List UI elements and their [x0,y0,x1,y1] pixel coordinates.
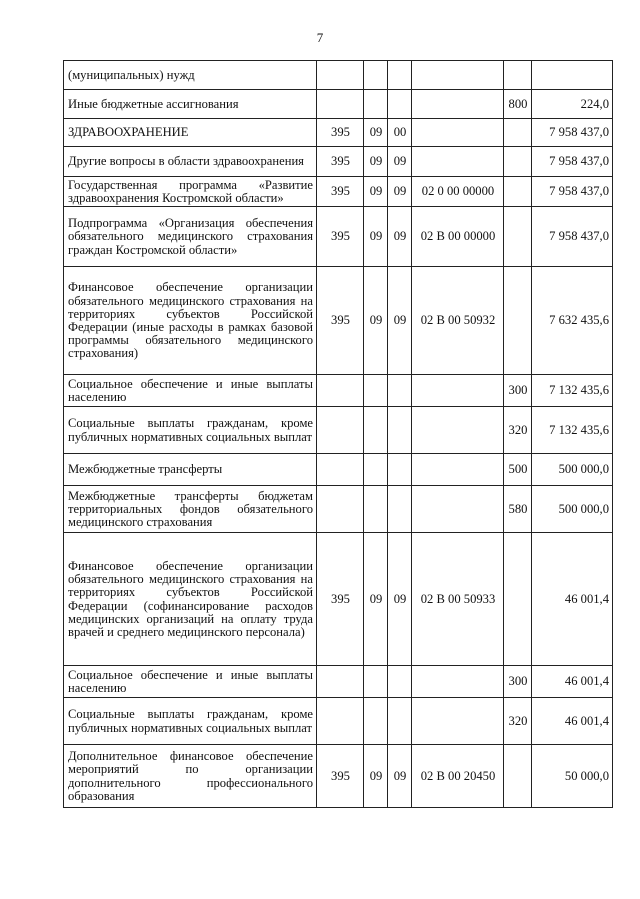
row-name-cell: Финансовое обеспечение организации обязательного медицинского страхования на территориях субъектов Российской Федерации (софинансирование расходов медицинских организаций на оплату труда врачей и среднего медицинского персонала) [64,533,317,666]
table-row [64,486,613,533]
expense-type-cell: 500 [504,454,532,486]
expense-type-cell: 300 [504,666,532,698]
row-name-cell: Иные бюджетные ассигнования [64,90,317,119]
amount-cell: 46 001,4 [532,698,613,745]
section-code-cell: 09 [364,147,388,177]
budget-table [63,60,613,808]
table-body [64,61,613,808]
target-article-cell [412,90,504,119]
subsection-code-cell: 09 [388,177,412,207]
table-row [64,375,613,407]
row-name-cell: ЗДРАВООХРАНЕНИЕ [64,119,317,147]
row-name-cell: Другие вопросы в области здравоохранения [64,147,317,177]
amount-cell: 46 001,4 [532,666,613,698]
table-row [64,147,613,177]
ved-code-cell [317,454,364,486]
ved-code-cell: 395 [317,207,364,267]
section-code-cell [364,375,388,407]
target-article-cell [412,698,504,745]
amount-cell: 224,0 [532,90,613,119]
ved-code-cell [317,407,364,454]
amount-cell: 500 000,0 [532,454,613,486]
ved-code-cell [317,666,364,698]
row-name-cell: Социальное обеспечение и иные выплаты населению [64,666,317,698]
target-article-cell [412,61,504,90]
target-article-cell: 02 0 00 00000 [412,177,504,207]
ved-code-cell: 395 [317,745,364,808]
expense-type-cell [504,119,532,147]
expense-type-cell [504,61,532,90]
expense-type-cell: 320 [504,698,532,745]
row-name-cell: Государственная программа «Развитие здравоохранения Костромской области» [64,177,317,207]
target-article-cell: 02 В 00 20450 [412,745,504,808]
subsection-code-cell [388,61,412,90]
subsection-code-cell [388,666,412,698]
row-name-cell: Межбюджетные трансферты бюджетам территориальных фондов обязательного медицинского страхования [64,486,317,533]
amount-cell: 7 958 437,0 [532,147,613,177]
table-row [64,666,613,698]
expense-type-cell [504,745,532,808]
amount-cell: 7 958 437,0 [532,119,613,147]
table-row [64,454,613,486]
ved-code-cell: 395 [317,177,364,207]
ved-code-cell [317,61,364,90]
amount-cell: 46 001,4 [532,533,613,666]
ved-code-cell: 395 [317,267,364,375]
amount-cell: 7 132 435,6 [532,375,613,407]
amount-cell [532,61,613,90]
target-article-cell [412,666,504,698]
target-article-cell: 02 В 00 50932 [412,267,504,375]
subsection-code-cell [388,90,412,119]
amount-cell: 500 000,0 [532,486,613,533]
section-code-cell [364,666,388,698]
expense-type-cell [504,533,532,666]
table-row [64,207,613,267]
subsection-code-cell: 09 [388,207,412,267]
ved-code-cell: 395 [317,533,364,666]
expense-type-cell: 580 [504,486,532,533]
section-code-cell: 09 [364,267,388,375]
expense-type-cell [504,207,532,267]
subsection-code-cell [388,375,412,407]
target-article-cell [412,407,504,454]
amount-cell: 7 632 435,6 [532,267,613,375]
section-code-cell [364,407,388,454]
target-article-cell [412,119,504,147]
amount-cell: 7 132 435,6 [532,407,613,454]
expense-type-cell: 300 [504,375,532,407]
subsection-code-cell [388,486,412,533]
ved-code-cell [317,698,364,745]
ved-code-cell [317,375,364,407]
table-row [64,698,613,745]
row-name-cell: Социальные выплаты гражданам, кроме публичных нормативных социальных выплат [64,407,317,454]
amount-cell: 7 958 437,0 [532,177,613,207]
expense-type-cell: 320 [504,407,532,454]
ved-code-cell [317,90,364,119]
subsection-code-cell: 09 [388,267,412,375]
row-name-cell: Дополнительное финансовое обеспечение мероприятий по организации дополнительного профессионального образования [64,745,317,808]
expense-type-cell [504,267,532,375]
table-row [64,119,613,147]
table-row [64,407,613,454]
subsection-code-cell [388,407,412,454]
section-code-cell: 09 [364,533,388,666]
subsection-code-cell: 00 [388,119,412,147]
subsection-code-cell: 09 [388,533,412,666]
row-name-cell: Финансовое обеспечение организации обязательного медицинского страхования на территориях субъектов Российской Федерации (иные расходы в рамках базовой программы обязательного медицинского страхования) [64,267,317,375]
row-name-cell: Социальные выплаты гражданам, кроме публичных нормативных социальных выплат [64,698,317,745]
target-article-cell [412,486,504,533]
table-row [64,267,613,375]
row-name-cell: Подпрограмма «Организация обеспечения обязательного медицинского страхования граждан Костромской области» [64,207,317,267]
table-row [64,177,613,207]
table-row [64,90,613,119]
subsection-code-cell: 09 [388,147,412,177]
target-article-cell [412,454,504,486]
expense-type-cell [504,177,532,207]
table-row [64,61,613,90]
subsection-code-cell [388,454,412,486]
target-article-cell: 02 В 00 50933 [412,533,504,666]
row-name-cell: Социальное обеспечение и иные выплаты населению [64,375,317,407]
subsection-code-cell [388,698,412,745]
target-article-cell [412,147,504,177]
page-number: 7 [316,30,324,45]
section-code-cell [364,61,388,90]
expense-type-cell: 800 [504,90,532,119]
section-code-cell [364,486,388,533]
section-code-cell: 09 [364,119,388,147]
table-row [64,745,613,808]
target-article-cell [412,375,504,407]
row-name-cell: (муниципальных) нужд [64,61,317,90]
section-code-cell [364,90,388,119]
ved-code-cell [317,486,364,533]
section-code-cell: 09 [364,177,388,207]
section-code-cell: 09 [364,207,388,267]
section-code-cell [364,698,388,745]
ved-code-cell: 395 [317,147,364,177]
section-code-cell: 09 [364,745,388,808]
expense-type-cell [504,147,532,177]
table-row [64,533,613,666]
subsection-code-cell: 09 [388,745,412,808]
target-article-cell: 02 В 00 00000 [412,207,504,267]
amount-cell: 7 958 437,0 [532,207,613,267]
section-code-cell [364,454,388,486]
row-name-cell: Межбюджетные трансферты [64,454,317,486]
amount-cell: 50 000,0 [532,745,613,808]
ved-code-cell: 395 [317,119,364,147]
